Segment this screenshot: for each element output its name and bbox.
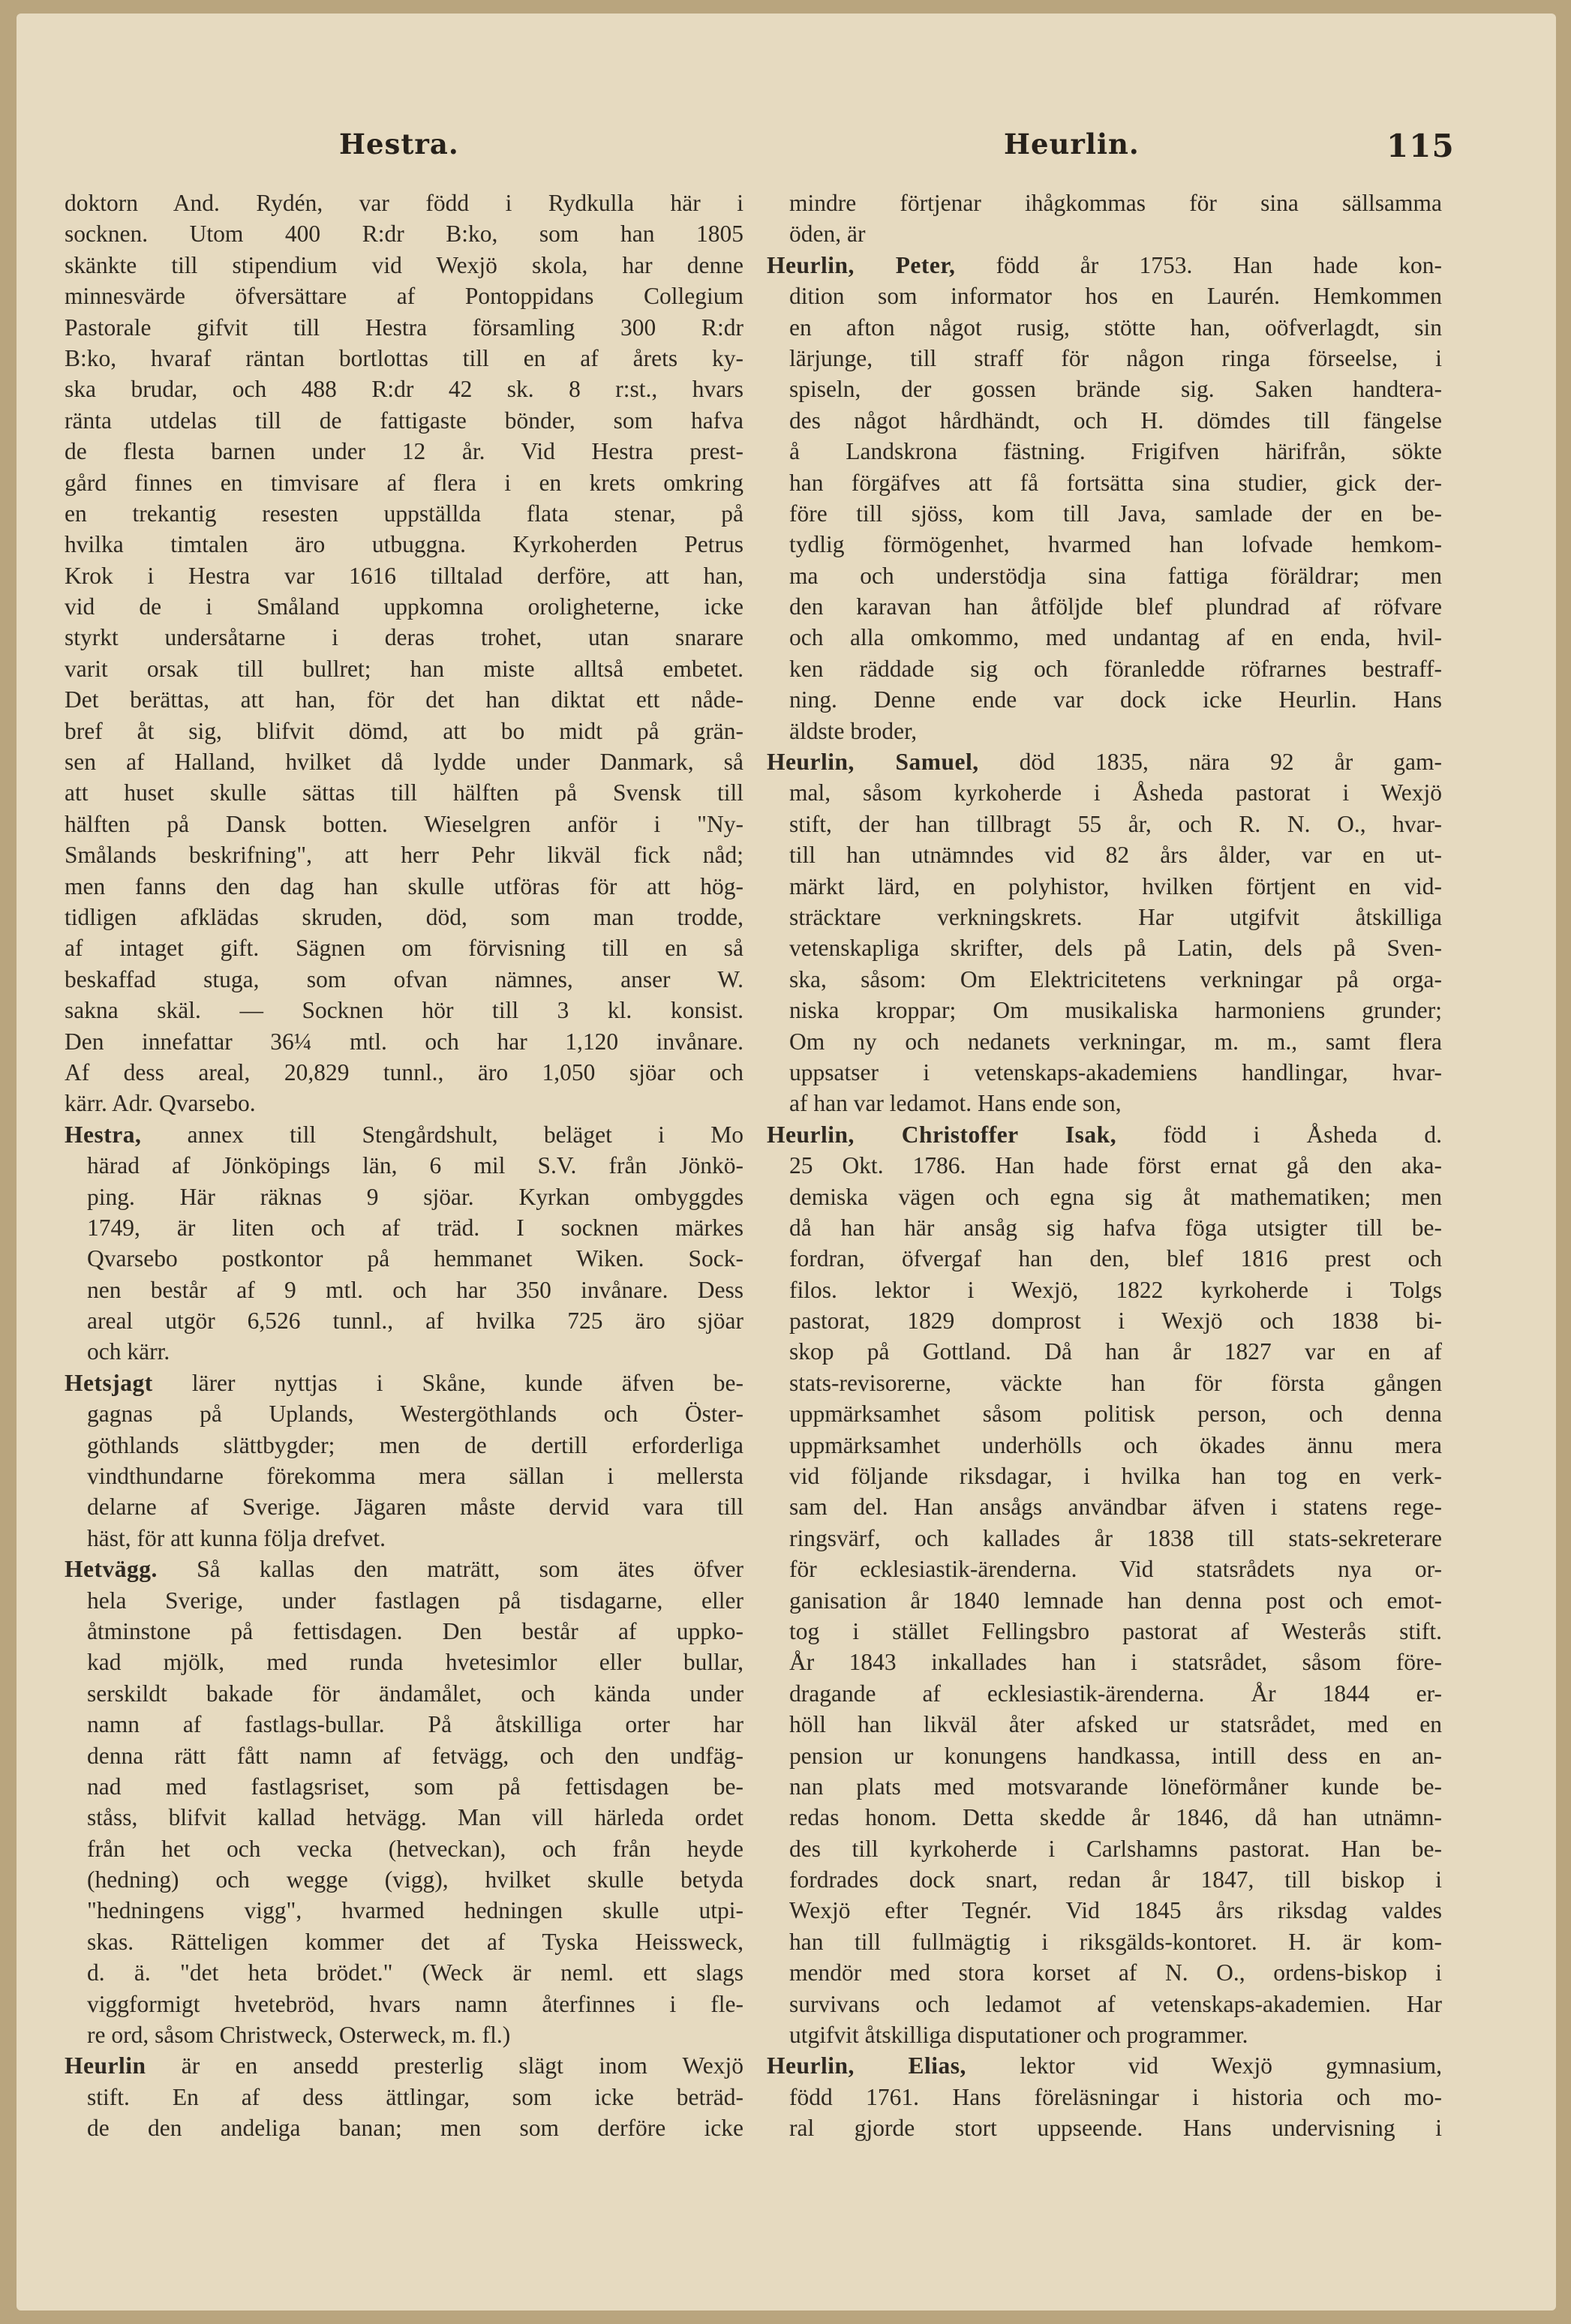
line-text: År 1843 inkallades han i statsrådet, såsom före-: [789, 1649, 1442, 1676]
text-line: [65, 2112, 743, 2143]
text-line: [65, 1833, 743, 1864]
text-line: [767, 1895, 1442, 1926]
text-line: [767, 529, 1442, 560]
text-line: [65, 1709, 743, 1740]
line-text: ning. Denne ende var dock icke Heurlin. Hans: [789, 686, 1442, 713]
line-text: Smålands beskrifning", att herr Pehr likväl fick nåd;: [65, 842, 743, 869]
text-line: [65, 1088, 743, 1118]
text-line: [767, 653, 1442, 684]
line-text: B:ko, hvaraf räntan bortlottas till en af årets ky-: [65, 344, 743, 371]
line-text: af intaget gift. Sägnen om förvisning till en så: [65, 935, 743, 962]
line-text: sträcktare verkningskrets. Har utgifvit åtskilliga: [789, 903, 1442, 930]
text-line: [65, 1430, 743, 1461]
line-text: varit orsak till bullret; han miste alltså embetet.: [65, 655, 743, 682]
page-header: [17, 128, 1556, 173]
text-line: [767, 1057, 1442, 1088]
line-text: d. ä. "det heta brödet." (Weck är neml. ett slags: [87, 1959, 743, 1986]
text-line: [65, 932, 743, 963]
line-text: styrkt undersåtarne i deras trohet, utan snarare: [65, 624, 743, 651]
line-text: ringsvärf, och kallades år 1838 till stats-sekreterare: [789, 1524, 1442, 1551]
text-line: [767, 1833, 1442, 1864]
text-line: [65, 1398, 743, 1429]
line-text: från het och vecka (hetveckan), och från heyde: [87, 1835, 743, 1862]
text-line: [65, 1305, 743, 1336]
line-text: hela Sverige, under fastlagen på tisdagarne, eller: [87, 1587, 743, 1614]
text-line: [767, 902, 1442, 932]
line-text: beskaffad stuga, som ofvan nämnes, anser W.: [65, 965, 743, 992]
line-text: Pastorale gifvit till Hestra församling 300 R:dr: [65, 314, 743, 341]
text-line: [767, 1150, 1442, 1181]
text-line: [65, 809, 743, 839]
text-line: [65, 312, 743, 343]
text-line: [65, 1182, 743, 1212]
text-line: [65, 1585, 743, 1616]
line-text: ganisation år 1840 lemnade han denna post och emot-: [789, 1587, 1442, 1614]
text-line: [767, 1243, 1442, 1274]
text-line: [767, 2082, 1442, 2112]
line-text: att huset skulle sättas till hälften på Svensk till: [65, 779, 743, 806]
text-line: [767, 2019, 1442, 2050]
line-text: å Landskrona fästning. Frigifven härifrån, sökte: [789, 438, 1442, 465]
text-line: [767, 1523, 1442, 1554]
line-text: stats-revisorerne, väckte han för första gången: [789, 1369, 1442, 1396]
line-text: de den andeliga banan; men som derföre icke: [87, 2115, 743, 2142]
text-line: [65, 560, 743, 591]
text-line: [65, 1057, 743, 1088]
entry-headword: Heurlin, Samuel,: [767, 749, 979, 776]
line-text: doktorn And. Rydén, var född i Rydkulla här i: [65, 190, 743, 216]
line-text: gård finnes en timvisare af flera i en krets omkring: [65, 469, 743, 496]
line-text: utgifvit åtskilliga disputationer och programmer.: [789, 2022, 1248, 2049]
line-text: sam del. Han ansågs användbar äfven i statens rege-: [789, 1494, 1442, 1521]
entry-headword: Heurlin, Peter,: [767, 251, 956, 278]
text-line: [65, 1554, 743, 1584]
line-text: redas honom. Detta skedde år 1846, då han utnämn-: [789, 1804, 1442, 1831]
line-text: pension ur konungens handkassa, intill dess en an-: [789, 1742, 1442, 1769]
text-line: [767, 1585, 1442, 1616]
line-text: "hedningens vigg", hvarmed hedningen skulle utpi-: [87, 1897, 743, 1924]
line-text: vid följande riksdagar, i hvilka han tog en verk-: [789, 1463, 1442, 1490]
line-text: demiska vägen och egna sig åt mathematiken; men: [789, 1183, 1442, 1210]
line-text: nad med fastlagsriset, som på fettisdagen be-: [87, 1773, 743, 1800]
text-line: [767, 839, 1442, 870]
text-line: [767, 1026, 1442, 1057]
line-text: minnesvärde öfversättare af Pontoppidans Collegium: [65, 283, 743, 310]
text-line: [65, 343, 743, 374]
text-line: [65, 746, 743, 777]
line-text: han till fullmägtig i riksgälds-kontoret. H. är kom-: [789, 1928, 1442, 1955]
text-line: [65, 1740, 743, 1771]
text-line: [767, 498, 1442, 529]
text-line: [65, 1212, 743, 1243]
line-text: en afton något rusig, stötte han, oöfverlagdt, sin: [789, 314, 1442, 341]
text-line: [767, 1709, 1442, 1740]
text-line: [767, 1336, 1442, 1367]
text-line: [767, 746, 1442, 777]
text-line: [65, 436, 743, 467]
text-line: [65, 281, 743, 311]
line-text: ska brudar, och 488 R:dr 42 sk. 8 r:st., hvars: [65, 376, 743, 403]
text-line: [65, 839, 743, 870]
text-line: [65, 716, 743, 746]
text-line: [65, 1150, 743, 1181]
text-line: [767, 2050, 1442, 2081]
line-text: härad af Jönköpings län, 6 mil S.V. från Jönkö-: [87, 1152, 743, 1179]
text-line: [767, 684, 1442, 715]
left-text-column: [65, 188, 743, 2144]
text-line: [767, 1647, 1442, 1677]
text-line: [767, 343, 1442, 374]
text-line: [65, 374, 743, 404]
line-text: född 1761. Hans föreläsningar i historia och mo-: [789, 2083, 1442, 2110]
text-line: [65, 1926, 743, 1957]
line-text: Wexjö efter Tegnér. Vid 1845 års riksdag valdes: [789, 1897, 1442, 1924]
text-line: [767, 1957, 1442, 1988]
text-line: [767, 1461, 1442, 1491]
text-line: [767, 281, 1442, 311]
line-text: namn af fastlags-bullar. På åtskilliga orter har: [87, 1711, 743, 1738]
line-text: gagnas på Uplands, Westergöthlands och Öster-: [87, 1401, 743, 1428]
text-line: [65, 902, 743, 932]
text-line: [767, 1740, 1442, 1771]
text-line: [767, 1275, 1442, 1305]
text-line: [767, 374, 1442, 404]
text-line: [767, 2112, 1442, 2143]
line-text: lärer nyttjas i Skåne, kunde äfven be-: [152, 1369, 743, 1396]
text-line: [767, 591, 1442, 622]
line-text: kärr. Adr. Qvarsebo.: [65, 1090, 256, 1117]
line-text: sen af Halland, hvilket då lydde under Danmark, så: [65, 749, 743, 776]
text-line: [767, 312, 1442, 343]
text-line: [767, 871, 1442, 902]
line-text: tydlig förmögenhet, hvarmed han lofvade hemkom-: [789, 531, 1442, 558]
line-text: stift, der han tillbragt 55 år, och R. N. O., hvar-: [789, 810, 1442, 837]
line-text: död 1835, nära 92 år gam-: [978, 749, 1442, 776]
line-text: ståss, blifvit kallad hetvägg. Man vill härleda ordet: [87, 1804, 743, 1831]
text-line: [65, 1523, 743, 1554]
line-text: är en ansedd presterlig slägt inom Wexjö: [146, 2052, 743, 2079]
text-line: [767, 995, 1442, 1025]
text-line: [65, 2019, 743, 2050]
line-text: survivans och ledamot af vetenskaps-akademien. Har: [789, 1990, 1442, 2017]
text-line: [767, 809, 1442, 839]
line-text: född i Åsheda d.: [1116, 1121, 1442, 1148]
line-text: då han här ansåg sig hafva föga utsigter till be-: [789, 1214, 1442, 1241]
entry-headword: Heurlin, Elias,: [767, 2052, 966, 2079]
text-line: [767, 1864, 1442, 1895]
text-line: [65, 777, 743, 808]
text-line: [65, 218, 743, 249]
text-line: [767, 405, 1442, 436]
line-text: dition som informator hos en Laurén. Hemkommen: [789, 283, 1442, 310]
text-line: [65, 1957, 743, 1988]
page-number: 115: [1386, 128, 1455, 164]
line-text: före till sjöss, kom till Java, samlade der en be-: [789, 500, 1442, 527]
text-line: [65, 1336, 743, 1367]
line-text: pastorat, 1829 domprost i Wexjö och 1838 bi-: [789, 1308, 1442, 1335]
text-line: [767, 777, 1442, 808]
text-line: [65, 250, 743, 281]
line-text: socknen. Utom 400 R:dr B:ko, som han 1805: [65, 221, 743, 248]
line-text: Så kallas den maträtt, som ätes öfver: [157, 1556, 743, 1583]
text-line: [65, 1802, 743, 1833]
line-text: en trekantig resesten uppställda flata stenar, på: [65, 500, 743, 527]
text-line: [65, 1461, 743, 1491]
line-text: fordran, öfvergaf han den, blef 1816 prest och: [789, 1245, 1442, 1272]
line-text: uppmärksamhet underhölls och ökades ännu mera: [789, 1431, 1442, 1458]
text-line: [65, 1275, 743, 1305]
text-line: [65, 622, 743, 653]
line-text: fordrades dock snart, redan år 1847, till biskop i: [789, 1866, 1442, 1893]
text-line: [65, 653, 743, 684]
line-text: niska kroppar; Om musikaliska harmoniens grunder;: [789, 997, 1442, 1024]
line-text: lektor vid Wexjö gymnasium,: [966, 2052, 1442, 2079]
line-text: spiseln, der gossen brände sig. Saken handtera-: [789, 376, 1442, 403]
text-line: [65, 1771, 743, 1802]
line-text: skop på Gottland. Då han år 1827 var en af: [789, 1338, 1442, 1365]
running-title-right: Heurlin.: [1004, 128, 1140, 161]
text-line: [767, 250, 1442, 281]
line-text: åtminstone på fettisdagen. Den består af uppko-: [87, 1617, 743, 1644]
line-text: areal utgör 6,526 tunnl., af hvilka 725 äro sjöar: [87, 1308, 743, 1335]
text-line: [65, 995, 743, 1025]
text-line: [65, 1647, 743, 1677]
text-line: [65, 498, 743, 529]
text-line: [767, 1368, 1442, 1398]
line-text: kad mjölk, med runda hvetesimlor eller bullar,: [87, 1649, 743, 1676]
line-text: skänkte till stipendium vid Wexjö skola, har denne: [65, 251, 743, 278]
entry-headword: Heurlin: [65, 2052, 146, 2079]
line-text: des något hårdhändt, och H. dömdes till fängelse: [789, 407, 1442, 434]
text-line: [767, 436, 1442, 467]
line-text: vindthundarne förekomma mera sällan i mellersta: [87, 1463, 743, 1490]
line-text: häst, för att kunna följa drefvet.: [87, 1524, 386, 1551]
line-text: tidligen afklädas skruden, död, som man trodde,: [65, 903, 743, 930]
text-line: [767, 218, 1442, 249]
text-line: [65, 1895, 743, 1926]
line-text: hälften på Dansk botten. Wieselgren anför i "Ny-: [65, 810, 743, 837]
line-text: delarne af Sverige. Jägaren måste dervid vara till: [87, 1494, 743, 1521]
text-line: [767, 1398, 1442, 1429]
line-text: Krok i Hestra var 1616 tilltalad derföre, att han,: [65, 562, 743, 589]
line-text: höll han likväl åter afsked ur statsrådet, med en: [789, 1711, 1442, 1738]
line-text: ping. Här räknas 9 sjöar. Kyrkan ombyggdes: [87, 1183, 743, 1210]
text-line: [767, 1088, 1442, 1118]
line-text: nen består af 9 mtl. och har 350 invånare. Dess: [87, 1276, 743, 1303]
line-text: Af dess areal, 20,829 tunnl., äro 1,050 sjöar och: [65, 1058, 743, 1085]
text-line: [767, 932, 1442, 963]
text-line: [767, 1212, 1442, 1243]
line-text: de flesta barnen under 12 år. Vid Hestra prest-: [65, 438, 743, 465]
line-text: den karavan han åtföljde blef plundrad af röfvare: [789, 593, 1442, 620]
book-page: [17, 14, 1556, 2310]
entry-headword: Hetvägg.: [65, 1556, 158, 1583]
text-line: [65, 684, 743, 715]
text-line: [65, 1368, 743, 1398]
line-text: des till kyrkoherde i Carlshamns pastorat. Han be-: [789, 1835, 1442, 1862]
line-text: re ord, såsom Christweck, Osterweck, m. fl.): [87, 2022, 511, 2049]
line-text: men fanns den dag han skulle utföras för att hög-: [65, 872, 743, 899]
line-text: Om ny och nedanets verkningar, m. m., samt flera: [789, 1028, 1442, 1055]
text-line: [65, 2082, 743, 2112]
line-text: tog i stället Fellingsbro pastorat af Westerås stift.: [789, 1617, 1442, 1644]
text-line: [65, 2050, 743, 2081]
text-line: [65, 1989, 743, 2019]
text-line: [767, 467, 1442, 498]
text-line: [767, 1305, 1442, 1336]
line-text: mal, såsom kyrkoherde i Åsheda pastorat i Wexjö: [789, 779, 1442, 806]
text-line: [767, 1926, 1442, 1957]
running-title-left: Hestra.: [339, 128, 459, 161]
line-text: viggformigt hvetebröd, hvars namn återfinnes i fle-: [87, 1990, 743, 2017]
line-text: hvilka timtalen äro utbuggna. Kyrkoherden Petrus: [65, 531, 743, 558]
line-text: vid de i Småland uppkomna oroligheterne, icke: [65, 593, 743, 620]
text-line: [767, 1616, 1442, 1647]
text-line: [767, 1554, 1442, 1584]
text-line: [767, 1491, 1442, 1522]
line-text: annex till Stengårdshult, beläget i Mo: [141, 1121, 743, 1148]
text-line: [767, 716, 1442, 746]
line-text: nan plats med motsvarande löneförmåner kunde be-: [789, 1773, 1442, 1800]
text-line: [767, 1678, 1442, 1709]
line-text: Det berättas, att han, för det han diktat ett nåde-: [65, 686, 743, 713]
entry-headword: Heurlin, Christoffer Isak,: [767, 1121, 1117, 1148]
line-text: mindre förtjenar ihågkommas för sina sällsamma: [789, 190, 1442, 216]
text-line: [767, 188, 1442, 218]
text-line: [767, 1802, 1442, 1833]
text-line: [65, 467, 743, 498]
text-line: [65, 591, 743, 622]
line-text: (hedning) och wegge (vigg), hvilket skulle betyda: [87, 1866, 743, 1893]
line-text: ral gjorde stort uppseende. Hans undervisning i: [789, 2115, 1442, 2142]
line-text: stift. En af dess ättlingar, som icke beträd-: [87, 2083, 743, 2110]
text-line: [65, 964, 743, 995]
text-line: [65, 1616, 743, 1647]
text-line: [65, 405, 743, 436]
line-text: för ecklesiastik-ärenderna. Vid statsrådets nya or-: [789, 1556, 1442, 1583]
line-text: serskildt bakade för ändamålet, och kända under: [87, 1680, 743, 1707]
line-text: filos. lektor i Wexjö, 1822 kyrkoherde i Tolgs: [789, 1276, 1442, 1303]
line-text: han förgäfves att få fortsätta sina studier, gick der-: [789, 469, 1442, 496]
text-line: [767, 1989, 1442, 2019]
line-text: mendör med stora korset af N. O., ordens-biskop i: [789, 1959, 1442, 1986]
text-line: [65, 871, 743, 902]
line-text: ska, såsom: Om Elektricitetens verkningar på orga-: [789, 965, 1442, 992]
line-text: 1749, är liten och af träd. I socknen märkes: [87, 1214, 743, 1241]
text-line: [65, 1119, 743, 1150]
text-line: [65, 1678, 743, 1709]
line-text: bref åt sig, blifvit dömd, att bo midt på grän-: [65, 717, 743, 744]
text-line: [65, 1864, 743, 1895]
line-text: skas. Rätteligen kommer det af Tyska Heissweck,: [87, 1928, 743, 1955]
line-text: uppsatser i vetenskaps-akademiens handlingar, hvar-: [789, 1058, 1442, 1085]
line-text: och alla omkommo, med undantag af en enda, hvil-: [789, 624, 1442, 651]
text-line: [65, 188, 743, 218]
text-line: [767, 622, 1442, 653]
line-text: äldste broder,: [789, 717, 918, 744]
line-text: ränta utdelas till de fattigaste bönder, som hafva: [65, 407, 743, 434]
entry-headword: Hetsjagt: [65, 1369, 153, 1396]
text-line: [65, 1026, 743, 1057]
line-text: denna rätt fått namn af fetvägg, och den undfäg-: [87, 1742, 743, 1769]
text-line: [767, 964, 1442, 995]
line-text: dragande af ecklesiastik-ärenderna. År 1844 er-: [789, 1680, 1442, 1707]
line-text: Den innefattar 36¼ mtl. och har 1,120 invånare.: [65, 1028, 743, 1055]
line-text: vetenskapliga skrifter, dels på Latin, dels på Sven-: [789, 935, 1442, 962]
line-text: 25 Okt. 1786. Han hade först ernat gå den aka-: [789, 1152, 1442, 1179]
line-text: märkt lärd, en polyhistor, hvilken förtjent en vid-: [789, 872, 1442, 899]
text-line: [767, 1182, 1442, 1212]
text-line: [767, 1430, 1442, 1461]
line-text: Qvarsebo postkontor på hemmanet Wiken. Sock-: [87, 1245, 743, 1272]
text-line: [767, 560, 1442, 591]
line-text: göthlands slättbygder; men de dertill erforderliga: [87, 1431, 743, 1458]
entry-headword: Hestra,: [65, 1121, 142, 1148]
text-line: [65, 1491, 743, 1522]
line-text: af han var ledamot. Hans ende son,: [789, 1090, 1122, 1117]
text-line: [767, 1771, 1442, 1802]
text-line: [767, 1119, 1442, 1150]
text-line: [65, 529, 743, 560]
line-text: ken räddade sig och föranledde röfrarnes bestraff-: [789, 655, 1442, 682]
text-line: [65, 1243, 743, 1274]
line-text: uppmärksamhet såsom politisk person, och denna: [789, 1401, 1442, 1428]
line-text: öden, är: [789, 221, 866, 248]
line-text: och kärr.: [87, 1338, 170, 1365]
line-text: ma och understödja sina fattiga föräldrar; men: [789, 562, 1442, 589]
line-text: sakna skäl. — Socknen hör till 3 kl. konsist.: [65, 997, 743, 1024]
right-text-column: [767, 188, 1442, 2144]
line-text: till han utnämndes vid 82 års ålder, var en ut-: [789, 842, 1442, 869]
line-text: lärjunge, till straff för någon ringa förseelse, i: [789, 344, 1442, 371]
line-text: född år 1753. Han hade kon-: [955, 251, 1442, 278]
